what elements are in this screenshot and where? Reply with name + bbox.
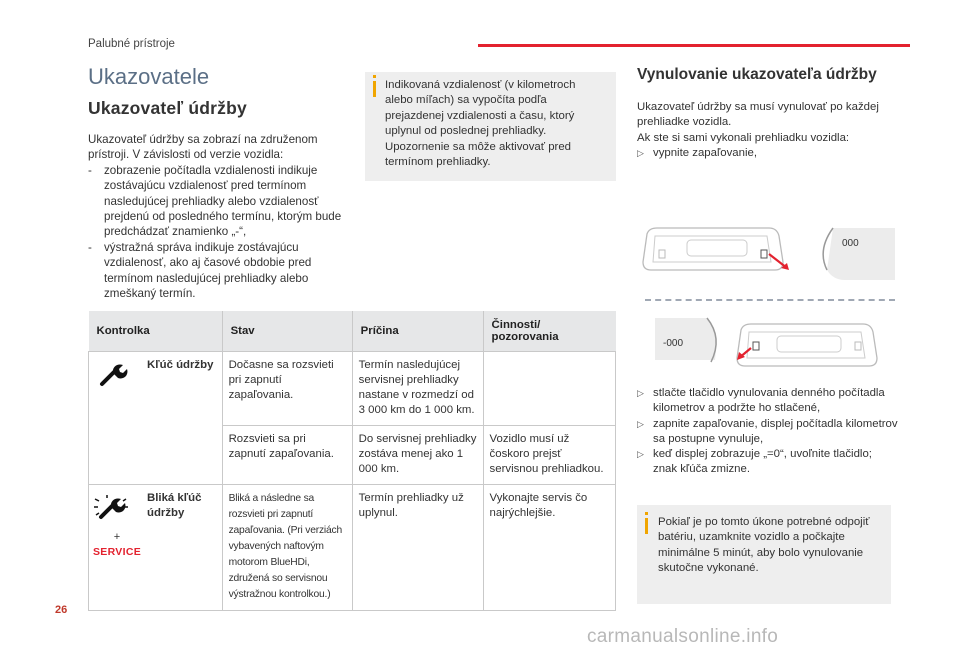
stav-cell: Rozsvieti sa pri zapnutí zapaľovania. bbox=[222, 425, 352, 484]
stav-cell: Bliká a následne sa rozsvieti pri zapnutí zapaľovania. (Pri verziách vybavených naftovým motorom BlueHDi, združená so servisnou výstražnou kontrolkou.) bbox=[222, 484, 352, 610]
pricina-cell: Termín nasledujúcej servisnej prehliadky nastane v rozmedzí od 3 000 km do 1 000 km. bbox=[352, 351, 483, 425]
pricina-cell: Termín prehliadky už uplynul. bbox=[352, 484, 483, 610]
reset-intro-1: Ukazovateľ údržby sa musí vynulovať po každej prehliadke vozidla. bbox=[637, 101, 879, 129]
header-cinnosti: Činnosti/ pozorovania bbox=[483, 311, 615, 351]
reset-title: Vynulovanie ukazovateľa údržby bbox=[637, 66, 877, 83]
header-kontrolka: Kontrolka bbox=[89, 311, 223, 351]
header-stav: Stav bbox=[222, 311, 352, 351]
display-reading-2: -000 bbox=[663, 338, 684, 349]
reset-steps-2 bbox=[637, 386, 899, 478]
page-header-title: Palubné prístroje bbox=[88, 38, 175, 50]
table-header-row bbox=[89, 311, 616, 351]
battery-info-box bbox=[637, 505, 891, 604]
cinnosti-cell: Vozidlo musí už čoskoro prejsť servisnou prehliadkou. bbox=[483, 425, 615, 484]
section-title: Ukazovatele bbox=[88, 64, 210, 89]
kontrolka-label: Kľúč údržby bbox=[145, 351, 222, 484]
watermark: carmanualsonline.info bbox=[587, 626, 779, 647]
table-row bbox=[89, 351, 616, 425]
intro-paragraph: Ukazovateľ údržby sa zobrazí na združenom prístroji. V závislosti od verzie vozidla: bbox=[88, 133, 318, 162]
wrench-icon-cell bbox=[89, 351, 146, 484]
stav-cell: Dočasne sa rozsvieti pri zapnutí zapaľovania. bbox=[222, 351, 352, 425]
list-item: ▷ vypnite zapaľovanie, bbox=[637, 146, 895, 161]
plus-sign: + bbox=[113, 530, 121, 543]
pricina-cell: Do servisnej prehliadky zostáva menej ako 1 000 km. bbox=[352, 425, 483, 484]
info-text: Indikovaná vzdialenosť (v kilometroch alebo míľach) sa vypočíta podľa prejazdenej vzdialenosti a času, ktorý uplynul od poslednej prehliadky. Upozornenie sa môže aktivovať pred termínom prehliadky. bbox=[385, 79, 576, 169]
kontrolka-label: Bliká kľúč údržby bbox=[145, 484, 222, 610]
right-column bbox=[637, 66, 895, 161]
sub-title: Ukazovateľ údržby bbox=[88, 98, 247, 118]
reset-steps-1 bbox=[637, 146, 895, 161]
list-item: - výstražná správa indikuje zostávajúcu vzdialenosť, ako aj časové obdobie pred termínom nasledujúcej prehliadky alebo zmeškaný termín. bbox=[88, 240, 350, 302]
cinnosti-cell: Vykonajte servis čo najrýchlejšie. bbox=[483, 484, 615, 610]
reset-intro-2: Ak ste si sami vykonali prehliadku vozidla: bbox=[637, 131, 850, 144]
blinking-wrench-icon bbox=[93, 493, 129, 523]
info-icon bbox=[645, 518, 648, 534]
cinnosti-cell bbox=[483, 351, 615, 425]
header-accent-bar bbox=[478, 44, 910, 47]
blinking-wrench-icon-cell bbox=[89, 484, 146, 610]
display-reading-1: 000 bbox=[842, 238, 859, 249]
wrench-icon bbox=[99, 362, 129, 388]
page-number: 26 bbox=[55, 604, 68, 616]
info-box bbox=[365, 72, 616, 181]
service-warning-icon: SERVICE bbox=[93, 546, 142, 559]
warning-light-table bbox=[88, 311, 616, 611]
list-item: ▷ stlačte tlačidlo vynulovania denného počítadla kilometrov a podržte ho stlačené, bbox=[637, 386, 899, 417]
header-pricina: Príčina bbox=[352, 311, 483, 351]
list-item: ▷ keď displej zobrazuje „=0“, uvoľnite tlačidlo; znak kľúča zmizne. bbox=[637, 447, 899, 478]
battery-info-text: Pokiaľ je po tomto úkone potrebné odpojiť batériu, uzamknite vozidlo a počkajte minimálne 5 minút, aby bolo vynulovanie skutočne vykonané. bbox=[658, 516, 870, 575]
figure-divider bbox=[645, 299, 895, 301]
info-icon bbox=[373, 81, 376, 97]
list-item: - zobrazenie počítadla vzdialenosti indikuje zostávajúcu vzdialenosť pred termínom nasledujúcej prehliadky alebo vzdialenosť prejdenú od posledného termínu, ktorým bude predchádzať znamienko „-“, bbox=[88, 163, 350, 240]
left-column bbox=[88, 62, 350, 301]
version-list bbox=[88, 163, 350, 302]
list-item: ▷ zapnite zapaľovanie, displej počítadla kilometrov sa postupne vynuluje, bbox=[637, 417, 899, 448]
table-row bbox=[89, 484, 616, 610]
